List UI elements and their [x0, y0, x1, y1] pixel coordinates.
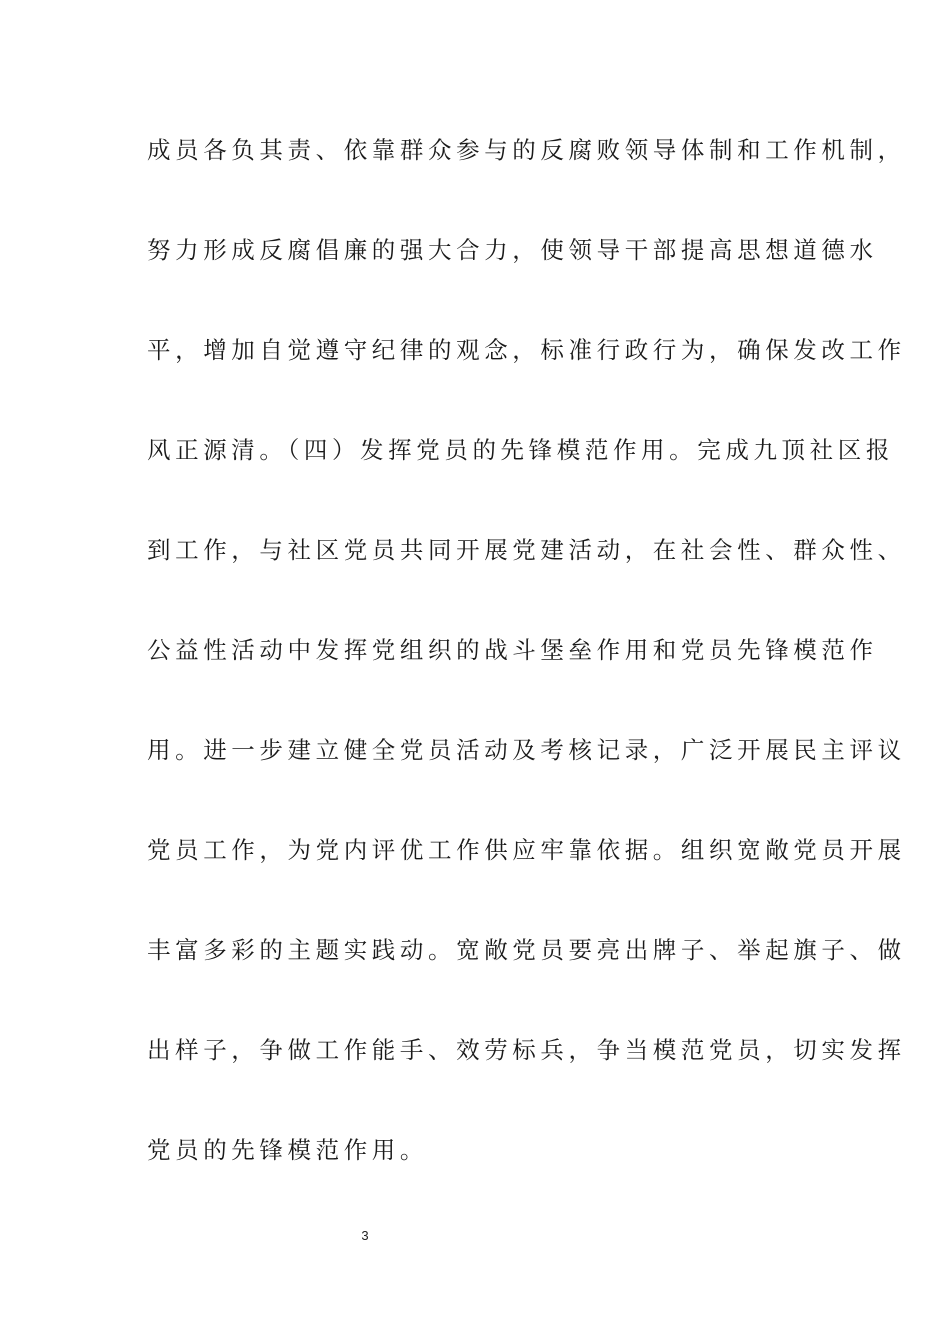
- text-line: 风正源清。（四）发挥党员的先锋模范作用。完成九顶社区报: [147, 436, 894, 464]
- text-line: 到工作，与社区党员共同开展党建活动，在社会性、群众性、: [147, 536, 906, 564]
- text-line: 出样子，争做工作能手、效劳标兵，争当模范党员，切实发挥: [147, 1036, 906, 1064]
- text-line: 努力形成反腐倡廉的强大合力，使领导干部提高思想道德水: [147, 236, 878, 264]
- text-line: 党员工作，为党内评优工作供应牢靠依据。组织宽敞党员开展: [147, 836, 906, 864]
- text-line: 公益性活动中发挥党组织的战斗堡垒作用和党员先锋模范作: [147, 636, 878, 664]
- text-line: 用。进一步建立健全党员活动及考核记录，广泛开展民主评议: [147, 736, 906, 764]
- text-line: 丰富多彩的主题实践动。宽敞党员要亮出牌子、举起旗子、做: [147, 936, 906, 964]
- text-line: 平，增加自觉遵守纪律的观念，标准行政行为，确保发改工作: [147, 336, 906, 364]
- text-line: 党员的先锋模范作用。: [147, 1136, 428, 1164]
- text-line: 成员各负其责、依靠群众参与的反腐败领导体制和工作机制，: [147, 136, 906, 164]
- page-number: 3: [361, 1228, 369, 1243]
- body-paragraph: [147, 126, 906, 1226]
